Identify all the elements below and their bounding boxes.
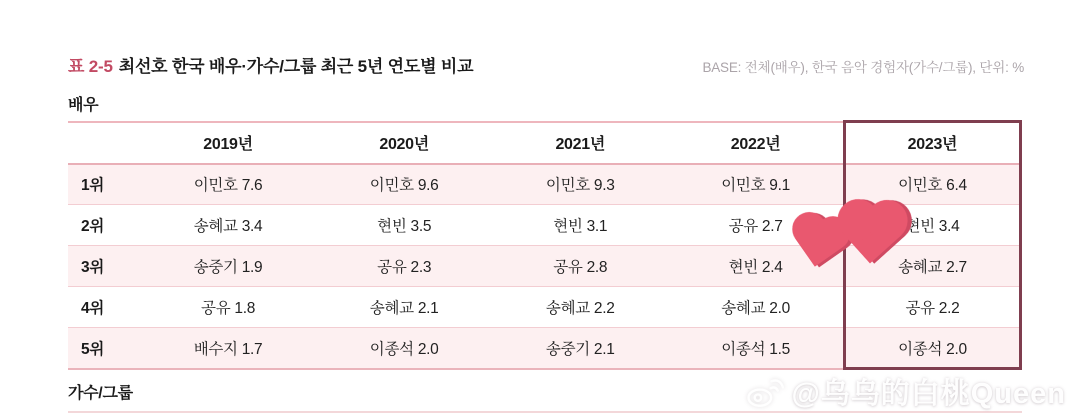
watermark-text: @乌乌的白桃Queen (791, 378, 1066, 410)
value-cell: 이종석 1.5 (721, 340, 790, 358)
rank-cell: 2위 (81, 218, 104, 235)
rank-cell: 3위 (81, 259, 104, 276)
value-cell: 송중기 1.9 (193, 259, 263, 276)
watermark (746, 371, 1066, 412)
base-note: BASE: 전체(배우), 한국 음악 경험자(가수/그룹), 단위: % (702, 60, 1024, 75)
title-row (68, 52, 1024, 77)
year-column-header: 2021년 (492, 122, 668, 164)
table-row (68, 287, 1021, 328)
year-column-header: 2020년 (316, 122, 492, 164)
year-column-header: 2023년 (844, 122, 1020, 164)
value-cell: 현빈 3.5 (377, 218, 432, 235)
actor-table-head-row (68, 122, 1021, 164)
table-number-label: 표 2-5 (68, 57, 113, 76)
value-cell: 송혜교 2.0 (721, 300, 790, 317)
year-column-header: 2022년 (668, 122, 844, 164)
value-cell: 현빈 2.4 (728, 259, 783, 276)
actor-table-body (68, 164, 1021, 369)
value-cell: 이민호 9.3 (545, 177, 615, 195)
value-cell: 현빈 3.4 (844, 205, 1020, 246)
value-cell: 공유 2.7 (728, 218, 783, 235)
value-cell: 현빈 3.1 (553, 218, 608, 235)
value-cell: 이종석 2.0 (369, 340, 439, 358)
table-row (68, 328, 1021, 369)
value-cell: 송혜교 3.4 (193, 218, 263, 235)
value-cell: 이민호 6.4 (844, 164, 1020, 205)
rank-cell: 1위 (81, 177, 104, 195)
table-title-text: 최선호 한국 배우·가수/그룹 최근 5년 연도별 비교 (118, 57, 474, 76)
value-cell: 공유 2.8 (553, 259, 608, 276)
value-cell: 이민호 7.6 (193, 177, 263, 195)
rank-cell: 5위 (81, 340, 104, 358)
value-cell: 송혜교 2.7 (844, 246, 1020, 287)
year-column-header: 2019년 (140, 122, 316, 164)
weibo-icon (746, 376, 784, 408)
value-cell: 송혜교 2.1 (369, 300, 439, 317)
section-label-singers: 가수/그룹 (68, 385, 133, 402)
value-cell: 공유 2.2 (844, 287, 1020, 328)
section-label-actors: 배우 (68, 97, 99, 114)
value-cell: 송혜교 2.2 (545, 300, 615, 317)
value-cell: 공유 2.3 (377, 259, 432, 276)
rank-cell: 4위 (81, 300, 104, 317)
rank-corner-cell (68, 122, 140, 164)
value-cell: 송중기 2.1 (545, 340, 615, 358)
value-cell: 배수지 1.7 (193, 340, 263, 358)
page-title (68, 52, 473, 77)
value-cell: 이종석 2.0 (844, 328, 1020, 369)
table-row (68, 164, 1021, 205)
value-cell: 이민호 9.6 (369, 177, 439, 195)
value-cell: 이민호 9.1 (721, 177, 790, 195)
value-cell: 공유 1.8 (201, 300, 256, 317)
